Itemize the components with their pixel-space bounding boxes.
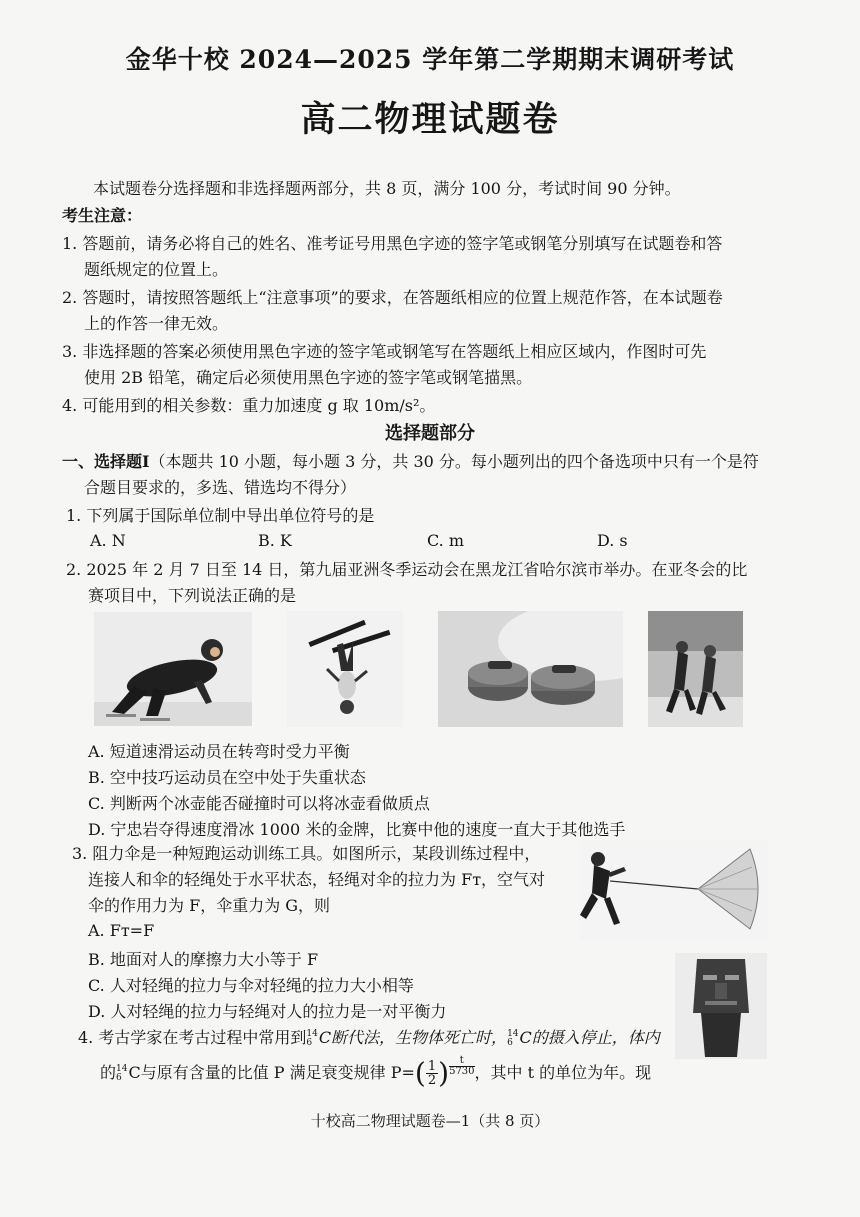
q3-stem-cont2: 伞的作用力为 F，伞重力为 G，则 [88,896,331,915]
exam-title: 金华十校 2024—2025 学年第二学期期末调研考试 [125,45,735,74]
q3-option-d: D. 人对轻绳的拉力与轻绳对人的拉力是一对平衡力 [88,1002,447,1021]
q2-option-b: B. 空中技巧运动员在空中处于失重状态 [88,768,366,787]
notice-num: 2. [62,288,78,307]
notice-text: 答题时，请按照答题纸上“注意事项”的要求，在答题纸相应的位置上规范作答，在本试题卷 [82,288,723,307]
q3-stem-cont1: 连接人和伞的轻绳处于水平状态，轻绳对伞的拉力为 Fᴛ，空气对 [88,870,546,889]
q2-option-d: D. 宁忠岩夺得速度滑冰 1000 米的金牌，比赛中他的速度一直大于其他选手 [88,820,626,839]
q1-option-d: D. s [597,531,628,550]
q2-stem: 2. 2025 年 2 月 7 日至 14 日，第九届亚洲冬季运动会在黑龙江省哈尔滨市举办。在亚冬会的比 [66,560,748,579]
curling-stones-photo [438,611,623,727]
notice-item-3 [62,339,706,365]
q3-option-b: B. 地面对人的摩擦力大小等于 F [88,950,319,969]
notice-text: 非选择题的答案必须使用黑色字迹的签字笔或钢笔写在答题纸上相应区域内，作图时可先 [82,342,707,361]
half-fraction: $\frac{1}{2}$ [427,1059,437,1088]
part1-desc-cont: 合题目要求的，多选、错选均不得分） [84,478,357,497]
notice-heading: 考生注意： [62,206,143,225]
isotope-prefix: 14 6 [116,1063,128,1083]
bronze-mask-photo [675,953,767,1059]
isotope-prefix: 14 6 [507,1028,519,1048]
part1-label: 一、选择题Ⅰ [62,452,150,471]
part1-header [62,449,759,475]
notice-item-1-cont: 题纸规定的位置上。 [84,260,229,279]
q1-stem: 1. 下列属于国际单位制中导出单位符号的是 [66,506,375,525]
page-footer: 十校高二物理试题卷—1（共 8 页） [310,1112,550,1130]
q3-option-a: A. Fᴛ=F [88,921,155,940]
q1-option-b: B. K [258,531,292,550]
notice-item-2-cont: 上的作答一律无效。 [84,314,229,333]
notice-num: 3. [62,342,78,361]
q4-stem-cont: 的 14 6 C与原有含量的比值 P 满足衰变规律 P=( $\frac{1}{2}$ ) $^{\frac{t}{5730}}$ ，其中 t 的单位为年。现 [100,1055,652,1090]
intro-text: 本试题卷分选择题和非选择题两部分，共 8 页，满分 100 分，考试时间 90 分钟。 [93,179,681,198]
q2-stem-cont: 赛项目中，下列说法正确的是 [88,586,297,605]
aerial-skier-photo [287,611,403,727]
notice-num: 4. [62,396,78,415]
q4-stem: 4. 考古学家在考古过程中常用到 14 6 C断代法，生物体死亡时， 14 6 C的摄入停止，体内 [78,1028,660,1048]
q1-option-c: C. m [427,531,465,550]
section-title: 选择题部分 [385,423,475,444]
isotope-prefix: 14 6 [306,1028,318,1048]
q3-stem: 3. 阻力伞是一种短跑运动训练工具。如图所示，某段训练过程中， [72,844,541,863]
notice-text: 答题前，请务必将自己的姓名、准考证号用黑色字迹的签字笔或钢笔分别填写在试题卷和答 [82,234,723,253]
parachute-runner-photo [580,841,768,939]
speed-skaters-photo [648,611,743,727]
notice-item-3-cont: 使用 2B 铅笔，确定后必须使用黑色字迹的签字笔或钢笔描黑。 [84,368,533,387]
notice-item-1 [62,231,722,257]
q1-option-a: A. N [90,531,126,550]
q2-option-c: C. 判断两个冰壶能否碰撞时可以将冰壶看做质点 [88,794,430,813]
q2-option-a: A. 短道速滑运动员在转弯时受力平衡 [88,742,350,761]
decay-exponent: t 5730 [449,1055,475,1077]
part1-desc: （本题共 10 小题，每小题 3 分，共 30 分。每小题列出的四个备选项中只有一个是符 [149,452,759,471]
notice-num: 1. [62,234,78,253]
notice-item-2 [62,285,723,311]
notice-text: 可能用到的相关参数：重力加速度 g 取 10m/s²。 [82,396,436,415]
paper-title: 高二物理试题卷 [300,99,560,140]
notice-item-4 [62,393,435,419]
short-track-skater-photo [94,612,252,726]
q3-option-c: C. 人对轻绳的拉力与伞对轻绳的拉力大小相等 [88,976,414,995]
